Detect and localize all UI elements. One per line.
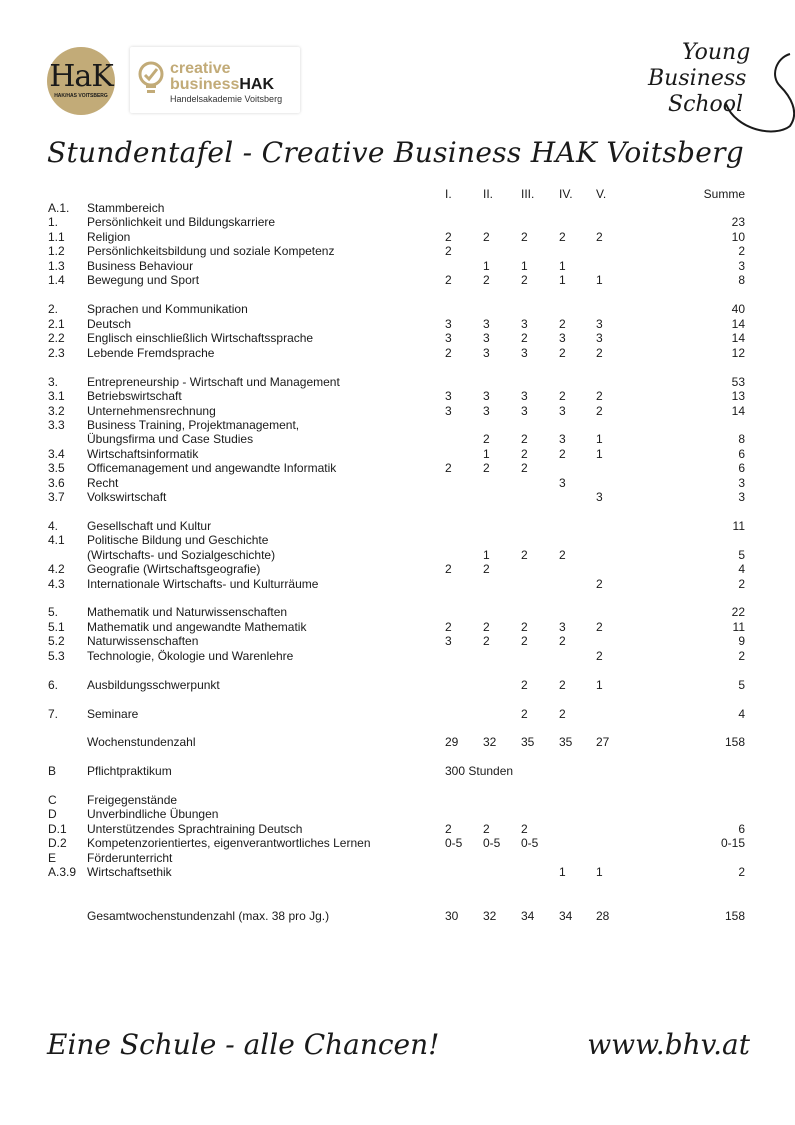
- table-row: [0, 461, 795, 475]
- row-value: 2: [483, 562, 490, 576]
- table-row: [0, 764, 795, 778]
- table-row: [0, 432, 795, 446]
- cb-logo-hak: HAK: [239, 76, 275, 93]
- row-value: 3: [559, 432, 566, 446]
- row-value: 2: [559, 447, 566, 461]
- row-value: 2: [559, 548, 566, 562]
- row-subject: Mathematik und Naturwissenschaften: [87, 605, 288, 619]
- column-header: V.: [596, 187, 607, 201]
- row-value: 0-5: [521, 836, 539, 850]
- row-value: 35: [559, 735, 573, 749]
- row-code: 1.3: [48, 259, 65, 273]
- row-value: 3: [596, 490, 603, 504]
- row-value: 1: [559, 259, 566, 273]
- row-sum: 22: [731, 605, 745, 619]
- row-sum: 2: [738, 577, 745, 591]
- row-value: 3: [559, 620, 566, 634]
- row-value: 3: [521, 389, 528, 403]
- footer-slogan: Eine Schule - alle Chancen!: [47, 1028, 440, 1061]
- young-business-school-logo: [640, 40, 795, 140]
- row-value: 2: [521, 331, 528, 345]
- row-subject: Entrepreneurship - Wirtschaft und Management: [87, 375, 340, 389]
- row-value: 2: [483, 461, 490, 475]
- row-value: 2: [596, 620, 603, 634]
- table-row: [0, 865, 795, 879]
- row-value: 2: [596, 649, 603, 663]
- row-value: 2: [445, 346, 452, 360]
- row-subject: (Wirtschafts- und Sozialgeschichte): [87, 548, 276, 562]
- table-row: [0, 375, 795, 389]
- table-row: [0, 201, 795, 215]
- row-value: 2: [559, 230, 566, 244]
- row-sum: 11: [732, 519, 745, 533]
- row-value: 3: [445, 389, 452, 403]
- row-value: 300 Stunden: [445, 764, 514, 778]
- table-row: [0, 244, 795, 258]
- row-value: 2: [521, 822, 528, 836]
- row-subject: Religion: [87, 230, 131, 244]
- row-value: 2: [521, 707, 528, 721]
- row-code: 4.3: [48, 577, 65, 591]
- row-code: D.2: [48, 836, 67, 850]
- column-header: IV.: [559, 187, 573, 201]
- table-row: [0, 822, 795, 836]
- row-value: 2: [521, 634, 528, 648]
- row-sum: 14: [731, 331, 745, 345]
- row-code: 4.1: [48, 533, 65, 547]
- row-subject: Naturwissenschaften: [87, 634, 199, 648]
- row-value: 3: [445, 404, 452, 418]
- table-row: [0, 807, 795, 821]
- table-row: [0, 418, 795, 432]
- row-value: 2: [596, 230, 603, 244]
- ybs-line2: Business: [648, 66, 747, 91]
- row-sum: 13: [731, 389, 745, 403]
- row-subject: Bewegung und Sport: [87, 273, 200, 287]
- row-value: 1: [483, 447, 490, 461]
- page-title: Stundentafel - Creative Business HAK Voitsberg: [47, 136, 745, 169]
- column-header: II.: [483, 187, 494, 201]
- row-value: 2: [445, 230, 452, 244]
- row-value: 0-5: [445, 836, 463, 850]
- row-sum: 3: [738, 490, 745, 504]
- row-value: 0-5: [483, 836, 501, 850]
- table-row: [0, 447, 795, 461]
- row-code: 3.2: [48, 404, 65, 418]
- row-value: 30: [445, 909, 459, 923]
- row-subject: Business Behaviour: [87, 259, 194, 273]
- row-sum: 14: [731, 317, 745, 331]
- table-row: [0, 851, 795, 865]
- row-value: 3: [483, 346, 490, 360]
- row-code: 3.6: [48, 476, 65, 490]
- row-value: 1: [596, 432, 603, 446]
- row-subject: Freigegenstände: [87, 793, 178, 807]
- table-header: [0, 187, 795, 201]
- row-subject: Gesamtwochenstundenzahl (max. 38 pro Jg.): [87, 909, 330, 923]
- row-subject: Lebende Fremdsprache: [87, 346, 215, 360]
- row-value: 2: [559, 678, 566, 692]
- row-sum: 23: [731, 215, 745, 229]
- row-sum: 4: [738, 707, 745, 721]
- row-sum: 3: [738, 259, 745, 273]
- row-subject: Wirtschaftsinformatik: [87, 447, 199, 461]
- row-value: 2: [596, 404, 603, 418]
- row-subject: Englisch einschließlich Wirtschaftssprache: [87, 331, 314, 345]
- row-sum: 9: [738, 634, 745, 648]
- row-value: 3: [483, 404, 490, 418]
- row-subject: Pflichtpraktikum: [87, 764, 172, 778]
- table-row: [0, 273, 795, 287]
- row-value: 2: [445, 562, 452, 576]
- row-subject: Wochenstundenzahl: [87, 735, 196, 749]
- row-code: 2.: [48, 302, 59, 316]
- row-subject: Kompetenzorientiertes, eigenverantwortliches Lernen: [87, 836, 371, 850]
- row-value: 32: [483, 909, 497, 923]
- row-code: 1.4: [48, 273, 65, 287]
- row-sum: 2: [738, 649, 745, 663]
- row-subject: Technologie, Ökologie und Warenlehre: [87, 649, 294, 663]
- table-row: [0, 634, 795, 648]
- row-subject: Unverbindliche Übungen: [87, 807, 219, 821]
- row-code: 3.1: [48, 389, 65, 403]
- footer-url[interactable]: www.bhv.at: [587, 1028, 750, 1061]
- table-row: [0, 476, 795, 490]
- table-row: [0, 331, 795, 345]
- row-subject: Unternehmensrechnung: [87, 404, 216, 418]
- row-value: 3: [596, 331, 603, 345]
- row-code: D.1: [48, 822, 67, 836]
- table-row: [0, 302, 795, 316]
- row-code: 2.2: [48, 331, 65, 345]
- row-subject: Mathematik und angewandte Mathematik: [87, 620, 307, 634]
- row-subject: Seminare: [87, 707, 139, 721]
- column-header: I.: [445, 187, 452, 201]
- row-sum: 4: [738, 562, 745, 576]
- row-value: 2: [483, 230, 490, 244]
- cb-logo-line3: Handelsakademie Voitsberg: [170, 94, 283, 104]
- table-row: [0, 533, 795, 547]
- row-value: 2: [559, 389, 566, 403]
- row-sum: 14: [731, 404, 745, 418]
- row-subject: Persönlichkeit und Bildungskarriere: [87, 215, 276, 229]
- row-value: 3: [445, 634, 452, 648]
- row-sum: 2: [738, 244, 745, 258]
- row-sum: 10: [731, 230, 745, 244]
- row-value: 1: [596, 273, 603, 287]
- ybs-line1: Young: [682, 40, 751, 65]
- row-value: 3: [521, 317, 528, 331]
- row-sum: 2: [738, 865, 745, 879]
- row-code: A.1.: [48, 201, 70, 215]
- row-value: 2: [521, 678, 528, 692]
- row-value: 2: [521, 548, 528, 562]
- row-value: 2: [483, 634, 490, 648]
- row-value: 3: [483, 317, 490, 331]
- row-subject: Internationale Wirtschafts- und Kulturräume: [87, 577, 319, 591]
- row-code: 3.3: [48, 418, 65, 432]
- row-value: 3: [521, 346, 528, 360]
- row-code: 7.: [48, 707, 59, 721]
- row-code: 5.2: [48, 634, 65, 648]
- row-value: 2: [559, 634, 566, 648]
- row-value: 2: [483, 620, 490, 634]
- row-subject: Betriebswirtschaft: [87, 389, 182, 403]
- row-code: 5.3: [48, 649, 65, 663]
- row-subject: Unterstützendes Sprachtraining Deutsch: [87, 822, 303, 836]
- row-sum: 8: [738, 273, 745, 287]
- row-code: A.3.9: [48, 865, 77, 879]
- row-value: 32: [483, 735, 497, 749]
- row-value: 2: [521, 447, 528, 461]
- table-row: [0, 707, 795, 721]
- row-subject: Politische Bildung und Geschichte: [87, 533, 269, 547]
- row-subject: Übungsfirma und Case Studies: [87, 432, 254, 446]
- row-value: 1: [483, 259, 490, 273]
- row-value: 1: [559, 865, 566, 879]
- table-row: [0, 230, 795, 244]
- table-row: [0, 317, 795, 331]
- row-value: 27: [596, 735, 610, 749]
- swirl-icon: [640, 40, 795, 140]
- row-value: 3: [521, 404, 528, 418]
- row-subject: Persönlichkeitsbildung und soziale Kompetenz: [87, 244, 335, 258]
- row-sum: 53: [731, 375, 745, 389]
- row-code: 3.5: [48, 461, 65, 475]
- table-row: [0, 519, 795, 533]
- row-value: 3: [559, 476, 566, 490]
- table-row: [0, 678, 795, 692]
- creative-business-logo: [130, 47, 300, 113]
- table-row: [0, 605, 795, 619]
- lightbulb-icon: [138, 61, 164, 95]
- row-code: B: [48, 764, 57, 778]
- row-sum: 6: [738, 447, 745, 461]
- table-row: [0, 346, 795, 360]
- row-value: 3: [559, 404, 566, 418]
- table-row: [0, 577, 795, 591]
- row-subject: Deutsch: [87, 317, 132, 331]
- row-subject: Ausbildungsschwerpunkt: [87, 678, 220, 692]
- row-sum: 5: [738, 548, 745, 562]
- table-row: [0, 909, 795, 923]
- row-subject: Geografie (Wirtschaftsgeografie): [87, 562, 261, 576]
- column-header-sum: Summe: [703, 187, 745, 201]
- row-value: 2: [445, 273, 452, 287]
- hak-logo-sub: HAK/HAS VOITSBERG: [54, 93, 108, 100]
- row-value: 3: [559, 331, 566, 345]
- row-code: 1.2: [48, 244, 65, 258]
- row-sum: 158: [724, 909, 745, 923]
- table-row: [0, 735, 795, 749]
- row-sum: 40: [731, 302, 745, 316]
- hak-logo: [47, 47, 115, 115]
- row-value: 29: [445, 735, 459, 749]
- row-sum: 0-15: [720, 836, 745, 850]
- row-value: 2: [559, 707, 566, 721]
- column-header: III.: [521, 187, 535, 201]
- row-sum: 5: [738, 678, 745, 692]
- row-subject: Wirtschaftsethik: [87, 865, 172, 879]
- row-code: 6.: [48, 678, 59, 692]
- row-code: 2.3: [48, 346, 65, 360]
- row-sum: 6: [738, 461, 745, 475]
- row-value: 35: [521, 735, 535, 749]
- row-value: 2: [521, 461, 528, 475]
- row-value: 2: [483, 822, 490, 836]
- row-subject: Sprachen und Kommunikation: [87, 302, 248, 316]
- row-subject: Stammbereich: [87, 201, 165, 215]
- table-row: [0, 562, 795, 576]
- row-value: 1: [521, 259, 528, 273]
- row-value: 2: [521, 620, 528, 634]
- row-code: 5.: [48, 605, 59, 619]
- row-value: 3: [483, 389, 490, 403]
- row-value: 2: [596, 389, 603, 403]
- row-code: 1.1: [48, 230, 65, 244]
- row-subject: Gesellschaft und Kultur: [87, 519, 212, 533]
- table-row: [0, 620, 795, 634]
- row-subject: Officemanagement und angewandte Informatik: [87, 461, 337, 475]
- row-value: 2: [445, 822, 452, 836]
- row-value: 2: [559, 346, 566, 360]
- row-subject: Volkswirtschaft: [87, 490, 167, 504]
- row-code: 1.: [48, 215, 59, 229]
- cb-logo-line1: creative: [170, 60, 231, 77]
- row-value: 2: [596, 346, 603, 360]
- table-row: [0, 389, 795, 403]
- hak-logo-mark: HaK: [49, 59, 113, 95]
- row-sum: 8: [738, 432, 745, 446]
- row-sum: 3: [738, 476, 745, 490]
- row-value: 2: [445, 620, 452, 634]
- table-row: [0, 404, 795, 418]
- row-subject: Business Training, Projektmanagement,: [87, 418, 300, 432]
- row-value: 28: [596, 909, 610, 923]
- table-row: [0, 259, 795, 273]
- row-code: 3.7: [48, 490, 65, 504]
- row-value: 2: [521, 230, 528, 244]
- row-value: 2: [559, 317, 566, 331]
- row-code: 4.: [48, 519, 59, 533]
- cb-logo-line2: [170, 77, 274, 93]
- row-sum: 6: [738, 822, 745, 836]
- row-code: C: [48, 793, 57, 807]
- row-value: 2: [483, 432, 490, 446]
- row-value: 2: [445, 244, 452, 258]
- row-code: 4.2: [48, 562, 65, 576]
- row-value: 3: [445, 331, 452, 345]
- row-code: 2.1: [48, 317, 65, 331]
- row-code: 3.4: [48, 447, 65, 461]
- row-code: D: [48, 807, 57, 821]
- row-value: 3: [596, 317, 603, 331]
- row-value: 2: [521, 432, 528, 446]
- row-value: 2: [483, 273, 490, 287]
- row-subject: Recht: [87, 476, 119, 490]
- row-value: 3: [483, 331, 490, 345]
- row-code: E: [48, 851, 57, 865]
- row-value: 2: [445, 461, 452, 475]
- row-value: 34: [521, 909, 535, 923]
- cb-logo-business: business: [170, 76, 240, 93]
- table-row: [0, 548, 795, 562]
- row-value: 1: [596, 865, 603, 879]
- table-row: [0, 215, 795, 229]
- row-value: 34: [559, 909, 573, 923]
- row-value: 1: [483, 548, 490, 562]
- row-code: 5.1: [48, 620, 65, 634]
- row-sum: 12: [731, 346, 745, 360]
- table-row: [0, 490, 795, 504]
- row-value: 2: [596, 577, 603, 591]
- row-value: 3: [445, 317, 452, 331]
- row-sum: 158: [724, 735, 745, 749]
- row-sum: 11: [732, 620, 745, 634]
- table-row: [0, 793, 795, 807]
- row-value: 1: [559, 273, 566, 287]
- row-value: 1: [596, 447, 603, 461]
- row-value: 1: [596, 678, 603, 692]
- row-value: 2: [521, 273, 528, 287]
- table-row: [0, 649, 795, 663]
- table-row: [0, 836, 795, 850]
- ybs-line3: School: [668, 92, 744, 117]
- row-subject: Förderunterricht: [87, 851, 173, 865]
- row-code: 3.: [48, 375, 59, 389]
